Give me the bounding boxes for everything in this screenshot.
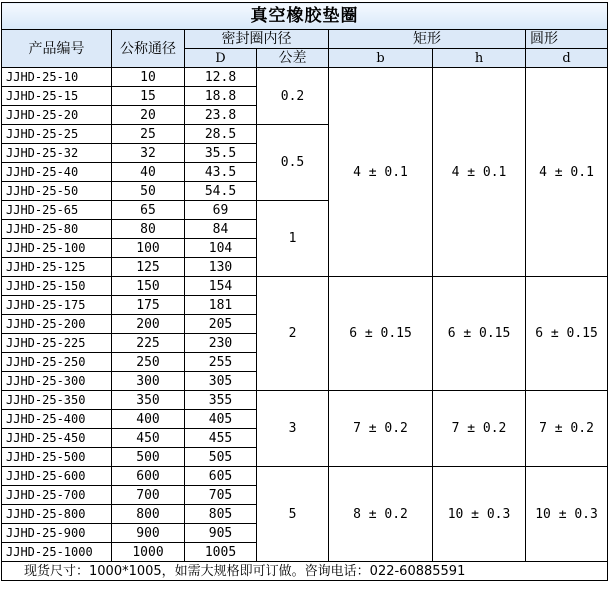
round-d-cell: 6 ± 0.15	[526, 277, 608, 391]
product-code-cell: JJHD-25-50	[2, 182, 112, 201]
rect-h-cell: 4 ± 0.1	[433, 68, 526, 277]
nominal-bore-cell: 800	[112, 505, 185, 524]
inner-diameter-cell: 205	[185, 315, 257, 334]
table-title: 真空橡胶垫圈	[2, 3, 608, 30]
inner-diameter-cell: 18.8	[185, 87, 257, 106]
inner-diameter-cell: 23.8	[185, 106, 257, 125]
product-code-cell: JJHD-25-600	[2, 467, 112, 486]
nominal-bore-cell: 150	[112, 277, 185, 296]
header-rectangular: 矩形	[329, 30, 526, 49]
nominal-bore-cell: 25	[112, 125, 185, 144]
product-code-cell: JJHD-25-175	[2, 296, 112, 315]
inner-diameter-cell: 69	[185, 201, 257, 220]
tolerance-cell: 2	[257, 277, 329, 391]
nominal-bore-cell: 100	[112, 239, 185, 258]
inner-diameter-cell: 605	[185, 467, 257, 486]
product-code-cell: JJHD-25-700	[2, 486, 112, 505]
nominal-bore-cell: 300	[112, 372, 185, 391]
tolerance-cell: 0.2	[257, 68, 329, 125]
product-code-cell: JJHD-25-250	[2, 353, 112, 372]
inner-diameter-cell: 181	[185, 296, 257, 315]
product-code-cell: JJHD-25-225	[2, 334, 112, 353]
tolerance-cell: 5	[257, 467, 329, 562]
tolerance-cell: 3	[257, 391, 329, 467]
rect-h-cell: 7 ± 0.2	[433, 391, 526, 467]
product-code-cell: JJHD-25-1000	[2, 543, 112, 562]
footer-note: 现货尺寸：1000*1005，如需大规格即可订做。咨询电话：022-60885591	[2, 562, 608, 581]
product-code-cell: JJHD-25-65	[2, 201, 112, 220]
product-code-cell: JJHD-25-15	[2, 87, 112, 106]
inner-diameter-cell: 28.5	[185, 125, 257, 144]
table-row	[2, 68, 608, 87]
nominal-bore-cell: 350	[112, 391, 185, 410]
inner-diameter-cell: 84	[185, 220, 257, 239]
product-code-cell: JJHD-25-800	[2, 505, 112, 524]
product-code-cell: JJHD-25-300	[2, 372, 112, 391]
rect-h-cell: 6 ± 0.15	[433, 277, 526, 391]
nominal-bore-cell: 225	[112, 334, 185, 353]
inner-diameter-cell: 130	[185, 258, 257, 277]
nominal-bore-cell: 200	[112, 315, 185, 334]
nominal-bore-cell: 32	[112, 144, 185, 163]
inner-diameter-cell: 12.8	[185, 68, 257, 87]
nominal-bore-cell: 250	[112, 353, 185, 372]
header-tolerance: 公差	[257, 49, 329, 68]
rect-b-cell: 4 ± 0.1	[329, 68, 433, 277]
nominal-bore-cell: 50	[112, 182, 185, 201]
nominal-bore-cell: 40	[112, 163, 185, 182]
rect-b-cell: 8 ± 0.2	[329, 467, 433, 562]
spec-sheet	[1, 2, 607, 606]
inner-diameter-cell: 805	[185, 505, 257, 524]
product-code-cell: JJHD-25-40	[2, 163, 112, 182]
inner-diameter-cell: 230	[185, 334, 257, 353]
nominal-bore-cell: 20	[112, 106, 185, 125]
header-D: D	[185, 49, 257, 68]
nominal-bore-cell: 500	[112, 448, 185, 467]
product-code-cell: JJHD-25-900	[2, 524, 112, 543]
inner-diameter-cell: 705	[185, 486, 257, 505]
nominal-bore-cell: 175	[112, 296, 185, 315]
nominal-bore-cell: 700	[112, 486, 185, 505]
inner-diameter-cell: 104	[185, 239, 257, 258]
product-code-cell: JJHD-25-32	[2, 144, 112, 163]
header-d: d	[526, 49, 608, 68]
nominal-bore-cell: 600	[112, 467, 185, 486]
nominal-bore-cell: 15	[112, 87, 185, 106]
inner-diameter-cell: 905	[185, 524, 257, 543]
round-d-cell: 7 ± 0.2	[526, 391, 608, 467]
nominal-bore-cell: 80	[112, 220, 185, 239]
spec-table	[1, 2, 608, 581]
header-nominal-bore: 公称通径	[112, 30, 185, 68]
inner-diameter-cell: 305	[185, 372, 257, 391]
table-row	[2, 391, 608, 410]
product-code-cell: JJHD-25-450	[2, 429, 112, 448]
table-row	[2, 467, 608, 486]
header-round: 圆形	[526, 30, 608, 49]
product-code-cell: JJHD-25-80	[2, 220, 112, 239]
inner-diameter-cell: 154	[185, 277, 257, 296]
inner-diameter-cell: 54.5	[185, 182, 257, 201]
product-code-cell: JJHD-25-350	[2, 391, 112, 410]
nominal-bore-cell: 450	[112, 429, 185, 448]
inner-diameter-cell: 405	[185, 410, 257, 429]
product-code-cell: JJHD-25-125	[2, 258, 112, 277]
rect-h-cell: 10 ± 0.3	[433, 467, 526, 562]
product-code-cell: JJHD-25-10	[2, 68, 112, 87]
inner-diameter-cell: 505	[185, 448, 257, 467]
nominal-bore-cell: 400	[112, 410, 185, 429]
nominal-bore-cell: 10	[112, 68, 185, 87]
inner-diameter-cell: 255	[185, 353, 257, 372]
nominal-bore-cell: 125	[112, 258, 185, 277]
product-code-cell: JJHD-25-150	[2, 277, 112, 296]
product-code-cell: JJHD-25-100	[2, 239, 112, 258]
rect-b-cell: 6 ± 0.15	[329, 277, 433, 391]
header-b: b	[329, 49, 433, 68]
nominal-bore-cell: 900	[112, 524, 185, 543]
inner-diameter-cell: 35.5	[185, 144, 257, 163]
round-d-cell: 4 ± 0.1	[526, 68, 608, 277]
nominal-bore-cell: 1000	[112, 543, 185, 562]
inner-diameter-cell: 43.5	[185, 163, 257, 182]
inner-diameter-cell: 355	[185, 391, 257, 410]
tolerance-cell: 0.5	[257, 125, 329, 201]
header-product-code: 产品编号	[2, 30, 112, 68]
rect-b-cell: 7 ± 0.2	[329, 391, 433, 467]
product-code-cell: JJHD-25-20	[2, 106, 112, 125]
tolerance-cell: 1	[257, 201, 329, 277]
inner-diameter-cell: 455	[185, 429, 257, 448]
table-row	[2, 277, 608, 296]
header-seal-inner-diameter: 密封圈内径	[185, 30, 329, 49]
nominal-bore-cell: 65	[112, 201, 185, 220]
header-h: h	[433, 49, 526, 68]
round-d-cell: 10 ± 0.3	[526, 467, 608, 562]
product-code-cell: JJHD-25-25	[2, 125, 112, 144]
product-code-cell: JJHD-25-400	[2, 410, 112, 429]
product-code-cell: JJHD-25-500	[2, 448, 112, 467]
inner-diameter-cell: 1005	[185, 543, 257, 562]
product-code-cell: JJHD-25-200	[2, 315, 112, 334]
